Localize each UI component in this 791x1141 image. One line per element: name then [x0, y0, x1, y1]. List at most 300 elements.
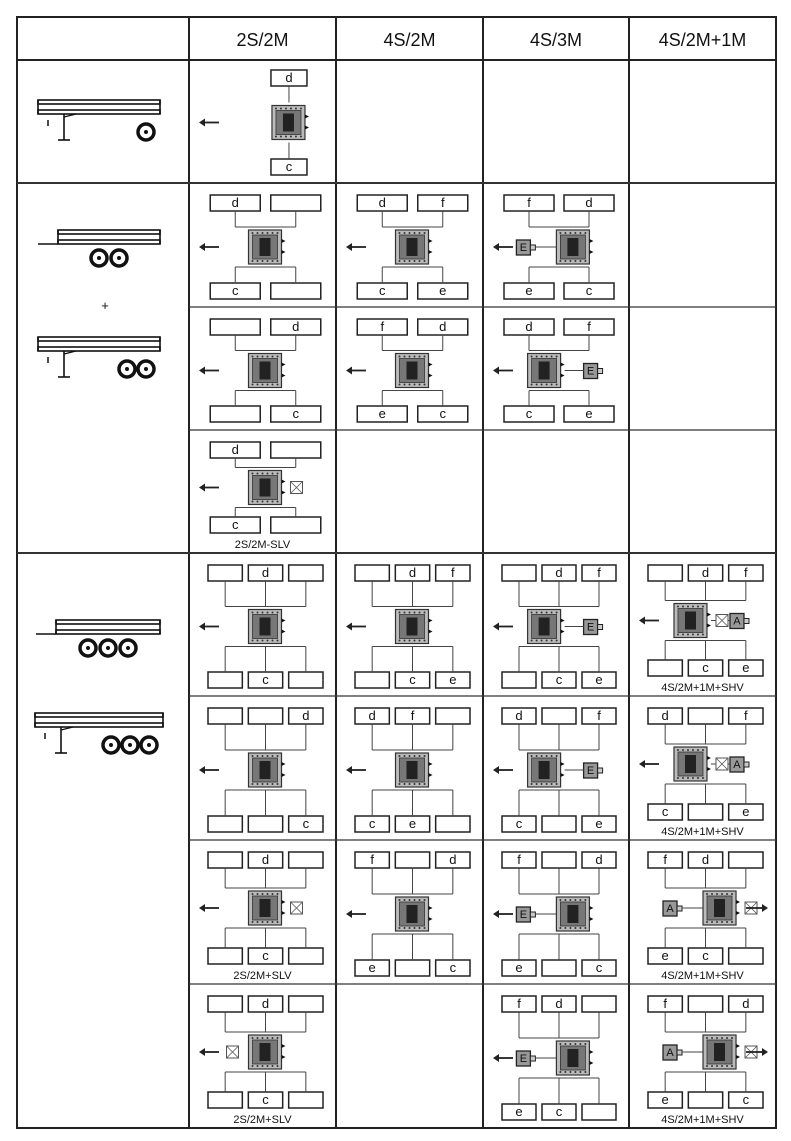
ecu-pin-icon	[272, 1037, 274, 1039]
modulator-label: c	[742, 1092, 750, 1107]
sensor-label: d	[261, 565, 270, 580]
ecu-pin-icon	[677, 777, 679, 779]
port-triangle-icon	[589, 906, 593, 910]
modulator-label: c	[379, 283, 386, 298]
ecu-pin-icon	[564, 232, 566, 234]
ecu-pin-icon	[267, 921, 269, 923]
port-triangle-icon	[429, 762, 433, 766]
ecu-pin-icon	[574, 927, 576, 929]
ecu-pin-icon	[280, 108, 282, 110]
ecu-pin-icon	[295, 108, 297, 110]
sensor-label: f	[597, 565, 601, 580]
sensor-box	[395, 852, 429, 868]
sensor-box	[248, 708, 282, 724]
ecu-pin-icon	[399, 612, 401, 614]
ecu-pin-icon	[716, 1037, 718, 1039]
modulator-box	[271, 517, 321, 533]
sensor-label: f	[451, 565, 455, 580]
ecu-pin-icon	[419, 640, 421, 642]
ecu-pin-icon	[731, 1065, 733, 1067]
port-triangle-icon	[589, 250, 593, 254]
sensor-label: f	[597, 708, 601, 723]
ecu-pin-icon	[569, 1071, 571, 1073]
ecu-pin-icon	[424, 356, 426, 358]
ecu-pin-icon	[419, 356, 421, 358]
ecu-pin-icon	[399, 260, 401, 262]
sensor-label: f	[517, 996, 521, 1011]
ecu-pin-icon	[272, 384, 274, 386]
ecu-core-icon	[685, 755, 696, 773]
modulator-box	[729, 948, 763, 964]
ecu-pin-icon	[711, 921, 713, 923]
modulator-label: c	[595, 960, 603, 975]
ecu-pin-icon	[531, 612, 533, 614]
ecu-pin-icon	[257, 612, 259, 614]
extension-connector-icon	[677, 1050, 682, 1055]
modulator-label: e	[408, 816, 417, 831]
sensor-box	[271, 442, 321, 458]
sensor-box	[208, 708, 242, 724]
modulator-label: c	[262, 672, 269, 687]
modulator-box	[208, 816, 242, 832]
arrow-left-icon	[346, 367, 352, 375]
modulator-label: e	[661, 1092, 669, 1107]
ecu-pin-icon	[252, 755, 254, 757]
sensor-box	[542, 852, 576, 868]
ecu-pin-icon	[551, 384, 553, 386]
modulator-label: e	[449, 672, 457, 687]
trailer-rail-icon	[56, 620, 160, 624]
trailer-rail-icon	[38, 110, 160, 114]
arrow-left-icon	[199, 766, 205, 774]
ecu-pin-icon	[252, 260, 254, 262]
sensor-box	[582, 996, 616, 1012]
modulator-box	[208, 672, 242, 688]
modulator-label: c	[585, 283, 593, 298]
modulator-box	[271, 283, 321, 299]
ecu-pin-icon	[692, 749, 694, 751]
modulator-label: e	[368, 960, 376, 975]
ecu-pin-icon	[409, 783, 411, 785]
ecu-pin-icon	[419, 612, 421, 614]
arrow-right-icon	[762, 1048, 768, 1056]
ecu-pin-icon	[272, 501, 274, 503]
cell-r8-c3	[648, 996, 768, 1126]
ecu-pin-icon	[290, 136, 292, 138]
extension-module-label: E	[586, 621, 595, 634]
ecu-pin-icon	[267, 783, 269, 785]
ecu-core-icon	[260, 1043, 271, 1061]
column-header: 2S/2M	[236, 30, 289, 50]
sensor-label: f	[663, 852, 667, 867]
ecu-pin-icon	[257, 1065, 259, 1067]
ecu-pin-icon	[290, 108, 292, 110]
ecu-pin-icon	[556, 356, 558, 358]
ecu-pin-icon	[277, 501, 279, 503]
ecu-core-icon	[283, 114, 294, 132]
cell-r7-c3	[648, 852, 768, 982]
cell-r2-c1	[346, 195, 468, 299]
ecu-core-icon	[539, 362, 550, 380]
sensor-label: d	[302, 708, 310, 723]
cell-r1-c0	[199, 70, 309, 175]
port-triangle-icon	[282, 762, 286, 766]
cell-caption: 2S/2M+SLV	[233, 1114, 292, 1126]
extension-connector-icon	[530, 245, 535, 250]
ecu-pin-icon	[716, 921, 718, 923]
modulator-label: e	[439, 283, 447, 298]
ecu-pin-icon	[399, 783, 401, 785]
sensor-box	[289, 996, 323, 1012]
port-triangle-icon	[429, 917, 433, 921]
ecu-pin-icon	[257, 783, 259, 785]
sensor-label: d	[231, 195, 239, 210]
ecu-pin-icon	[272, 1065, 274, 1067]
ecu-pin-icon	[267, 755, 269, 757]
ecu-pin-icon	[687, 777, 689, 779]
cell-r5-c3	[639, 565, 763, 694]
ecu-core-icon	[260, 899, 271, 917]
ecu-pin-icon	[424, 232, 426, 234]
ecu-pin-icon	[546, 384, 548, 386]
cell-r6-c2	[493, 708, 616, 832]
port-triangle-icon	[282, 1044, 286, 1048]
ecu-pin-icon	[409, 384, 411, 386]
modulator-box	[688, 1092, 722, 1108]
drawbar-trailer-3axle-icon	[36, 620, 160, 656]
sensor-box	[208, 996, 242, 1012]
ecu-pin-icon	[731, 1037, 733, 1039]
arrow-left-icon	[639, 617, 645, 625]
sensor-label: d	[292, 319, 300, 334]
ecu-pin-icon	[272, 612, 274, 614]
ecu-pin-icon	[277, 921, 279, 923]
ecu-pin-icon	[726, 1037, 728, 1039]
ecu-pin-icon	[424, 927, 426, 929]
arrow-left-icon	[199, 484, 205, 492]
port-triangle-icon	[282, 1055, 286, 1059]
modulator-label: c	[302, 816, 310, 831]
ecu-pin-icon	[267, 640, 269, 642]
sensor-label: d	[285, 70, 293, 85]
ecu-pin-icon	[267, 612, 269, 614]
ecu-pin-icon	[536, 640, 538, 642]
port-triangle-icon	[589, 1050, 593, 1054]
column-header: 4S/2M	[383, 30, 436, 50]
ecu-pin-icon	[262, 384, 264, 386]
ecu-pin-icon	[257, 893, 259, 895]
ecu-pin-icon	[564, 927, 566, 929]
ecu-pin-icon	[277, 640, 279, 642]
trailer-rail-icon	[38, 337, 160, 341]
ecu-pin-icon	[531, 384, 533, 386]
ecu-pin-icon	[252, 356, 254, 358]
ecu-core-icon	[407, 618, 418, 636]
modulator-box	[542, 960, 576, 976]
ecu-pin-icon	[262, 640, 264, 642]
port-triangle-icon	[282, 630, 286, 634]
ecu-pin-icon	[257, 921, 259, 923]
ecu-pin-icon	[564, 1043, 566, 1045]
hub-icon	[144, 367, 148, 371]
port-triangle-icon	[429, 374, 433, 378]
ecu-pin-icon	[414, 899, 416, 901]
ecu-core-icon	[567, 1049, 578, 1067]
sensor-box	[542, 708, 576, 724]
hub-icon	[144, 130, 148, 134]
port-triangle-icon	[561, 619, 565, 623]
cell-r5-c1	[346, 565, 470, 688]
modulator-label: e	[595, 816, 603, 831]
sensor-label: f	[440, 195, 445, 210]
port-triangle-icon	[561, 374, 565, 378]
cell-r7-c1	[346, 852, 470, 976]
ecu-pin-icon	[574, 899, 576, 901]
cell-r3-c1	[346, 319, 468, 422]
ecu-pin-icon	[272, 473, 274, 475]
modulator-box	[688, 804, 722, 820]
ecu-pin-icon	[559, 260, 561, 262]
ecu-pin-icon	[414, 927, 416, 929]
ecu-pin-icon	[252, 640, 254, 642]
extension-connector-icon	[530, 1056, 535, 1061]
ecu-pin-icon	[277, 384, 279, 386]
modulator-label: e	[515, 960, 523, 975]
arrow-left-icon	[199, 367, 205, 375]
cell-r6-c1	[346, 708, 470, 832]
hub-icon	[128, 743, 132, 747]
cell-caption: 2S/2M-SLV	[234, 539, 291, 551]
ecu-pin-icon	[252, 1065, 254, 1067]
ecu-pin-icon	[702, 749, 704, 751]
ecu-pin-icon	[584, 1071, 586, 1073]
ecu-pin-icon	[541, 755, 543, 757]
ecu-pin-icon	[404, 640, 406, 642]
ecu-pin-icon	[721, 1037, 723, 1039]
extension-connector-icon	[598, 369, 603, 374]
ecu-pin-icon	[551, 783, 553, 785]
cell-caption: 2S/2M+SLV	[233, 970, 292, 982]
ecu-pin-icon	[262, 260, 264, 262]
arrow-left-icon	[493, 766, 499, 774]
ecu-pin-icon	[579, 260, 581, 262]
trailer-rail-icon	[58, 240, 160, 244]
modulator-box	[436, 816, 470, 832]
ecu-pin-icon	[716, 1065, 718, 1067]
ecu-pin-icon	[277, 1037, 279, 1039]
ecu-pin-icon	[569, 260, 571, 262]
ecu-pin-icon	[399, 927, 401, 929]
port-triangle-icon	[736, 911, 740, 915]
ecu-core-icon	[539, 618, 550, 636]
port-triangle-icon	[429, 239, 433, 243]
ecu-pin-icon	[569, 232, 571, 234]
cell-r7-c2	[493, 852, 616, 976]
modulator-box	[542, 816, 576, 832]
ecu-pin-icon	[584, 927, 586, 929]
arrow-left-icon	[199, 119, 205, 127]
column-header: 4S/3M	[529, 30, 583, 50]
ecu-pin-icon	[277, 893, 279, 895]
modulator-label: e	[661, 948, 669, 963]
ecu-pin-icon	[574, 232, 576, 234]
ecu-pin-icon	[682, 606, 684, 608]
cell-r6-c0	[199, 708, 323, 832]
sensor-box	[208, 852, 242, 868]
ecu-pin-icon	[706, 921, 708, 923]
ecu-pin-icon	[726, 921, 728, 923]
sensor-label: d	[449, 852, 457, 867]
port-triangle-icon	[282, 900, 286, 904]
ecu-pin-icon	[414, 356, 416, 358]
ecu-pin-icon	[262, 356, 264, 358]
ecu-core-icon	[407, 238, 418, 256]
ecu-pin-icon	[551, 755, 553, 757]
ecu-pin-icon	[285, 136, 287, 138]
ecu-pin-icon	[257, 260, 259, 262]
port-triangle-icon	[305, 115, 309, 119]
ecu-pin-icon	[682, 749, 684, 751]
ecu-pin-icon	[697, 749, 699, 751]
port-triangle-icon	[736, 1044, 740, 1048]
ecu-pin-icon	[267, 356, 269, 358]
ecu-pin-icon	[257, 501, 259, 503]
sensor-label: d	[525, 319, 533, 334]
cell-r8-c2	[493, 996, 616, 1120]
port-triangle-icon	[707, 624, 711, 628]
ecu-pin-icon	[424, 755, 426, 757]
ecu-pin-icon	[267, 232, 269, 234]
ecu-pin-icon	[559, 1043, 561, 1045]
ecu-pin-icon	[295, 136, 297, 138]
ecu-pin-icon	[574, 1071, 576, 1073]
cell-caption: 4S/2M+1M+SHV	[661, 826, 744, 838]
hub-icon	[97, 256, 101, 260]
modulator-box	[395, 960, 429, 976]
sensor-label: d	[408, 565, 417, 580]
extension-connector-icon	[744, 762, 749, 767]
cell-caption: 4S/2M+1M+SHV	[661, 682, 744, 694]
modulator-label: c	[292, 406, 299, 421]
ecu-pin-icon	[424, 612, 426, 614]
arrow-right-icon	[762, 904, 768, 912]
ecu-pin-icon	[419, 899, 421, 901]
ecu-pin-icon	[692, 777, 694, 779]
ecu-pin-icon	[682, 777, 684, 779]
ecu-pin-icon	[414, 755, 416, 757]
ecu-pin-icon	[267, 384, 269, 386]
ecu-pin-icon	[697, 634, 699, 636]
port-triangle-icon	[589, 917, 593, 921]
ecu-pin-icon	[697, 606, 699, 608]
ecu-pin-icon	[419, 260, 421, 262]
ecu-pin-icon	[424, 899, 426, 901]
ecu-pin-icon	[531, 356, 533, 358]
ecu-pin-icon	[262, 1065, 264, 1067]
modulator-label: e	[515, 1104, 523, 1119]
ecu-pin-icon	[262, 501, 264, 503]
ecu-pin-icon	[414, 260, 416, 262]
ecu-pin-icon	[551, 356, 553, 358]
ecu-pin-icon	[257, 640, 259, 642]
ecu-pin-icon	[257, 232, 259, 234]
sensor-box	[355, 565, 389, 581]
port-triangle-icon	[561, 363, 565, 367]
ecu-pin-icon	[536, 384, 538, 386]
extension-connector-icon	[598, 625, 603, 630]
port-triangle-icon	[282, 250, 286, 254]
ecu-pin-icon	[564, 1071, 566, 1073]
modulator-label: c	[702, 948, 709, 963]
modulator-label: e	[525, 283, 533, 298]
ecu-pin-icon	[272, 232, 274, 234]
ecu-pin-icon	[409, 927, 411, 929]
ecu-pin-icon	[584, 232, 586, 234]
ecu-pin-icon	[584, 1043, 586, 1045]
ecu-pin-icon	[277, 232, 279, 234]
ecu-pin-icon	[551, 612, 553, 614]
ecu-pin-icon	[564, 260, 566, 262]
drawbar-trailer-2axle-icon	[38, 230, 160, 266]
extension-module-label: A	[666, 903, 674, 915]
modulator-label: c	[232, 283, 239, 298]
ecu-core-icon	[539, 761, 550, 779]
modulator-label: c	[661, 804, 669, 819]
ecu-pin-icon	[404, 232, 406, 234]
arrow-left-icon	[493, 243, 499, 251]
ecu-pin-icon	[277, 612, 279, 614]
ecu-pin-icon	[404, 899, 406, 901]
ecu-pin-icon	[579, 927, 581, 929]
ecu-pin-icon	[682, 634, 684, 636]
sensor-label: d	[368, 708, 376, 723]
ecu-pin-icon	[252, 783, 254, 785]
ecu-pin-icon	[569, 927, 571, 929]
ecu-pin-icon	[252, 501, 254, 503]
arrow-left-icon	[493, 1054, 499, 1062]
ecu-pin-icon	[300, 108, 302, 110]
hub-icon	[86, 646, 90, 650]
ecu-pin-icon	[731, 893, 733, 895]
trailer-rail-icon	[38, 100, 160, 104]
sensor-label: d	[261, 996, 270, 1011]
ecu-pin-icon	[252, 384, 254, 386]
ecu-core-icon	[260, 238, 271, 256]
modulator-box	[248, 816, 282, 832]
ecu-pin-icon	[541, 612, 543, 614]
ecu-pin-icon	[424, 640, 426, 642]
port-triangle-icon	[429, 363, 433, 367]
port-triangle-icon	[282, 911, 286, 915]
ecu-pin-icon	[404, 384, 406, 386]
modulator-label: c	[555, 1104, 563, 1119]
port-triangle-icon	[305, 126, 309, 130]
ecu-pin-icon	[404, 612, 406, 614]
ecu-pin-icon	[272, 783, 274, 785]
hub-icon	[125, 367, 129, 371]
ecu-pin-icon	[419, 384, 421, 386]
extension-module-label: E	[586, 365, 595, 378]
sensor-label: f	[410, 708, 415, 723]
ecu-pin-icon	[711, 1065, 713, 1067]
ecu-pin-icon	[731, 921, 733, 923]
modulator-label: c	[409, 672, 416, 687]
ecu-pin-icon	[556, 640, 558, 642]
port-triangle-icon	[429, 630, 433, 634]
modulator-label: e	[378, 406, 386, 421]
sensor-label: d	[701, 852, 710, 867]
sensor-label: d	[378, 195, 386, 210]
